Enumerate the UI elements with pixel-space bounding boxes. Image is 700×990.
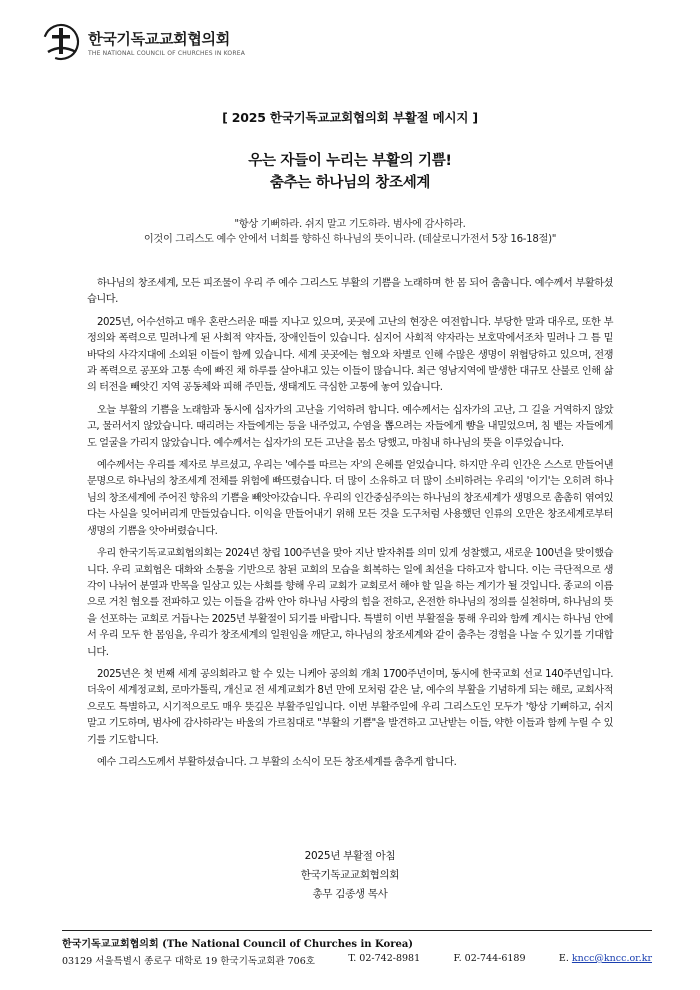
paragraph: 예수께서는 우리를 제자로 부르셨고, 우리는 '예수를 따르는 자'의 은혜를 얻었습니다. 하지만 우리 인간은 스스로 만들어낸 문명으로 하나님의 창조세계 전체를 위험에 빠뜨렸습니다. 더 많이 소유하고 더 많이 소비하려는 우리의 '이기'는 오히려 하나님의 창조세계에 주어진 향유의 기쁨을 빼앗아갔습니다. 우리의 인간중심주의는 하나님의 창조세계가 생명으로 촘촘히 엮여있다는 사실을 잊어버리게 만들었습니다. 이익을 만들어내기 위해 모든 것을 도구처럼 사용했던 인류의 오만은 창조세계로부터 생명의 기쁨을 앗아버렸습니다.: [87, 460, 613, 537]
org-name-en: THE NATIONAL COUNCIL OF CHURCHES IN KOREA: [88, 49, 246, 57]
footer-tel: T. 02-742-8981: [348, 953, 421, 964]
signature-block: [0, 847, 700, 904]
paragraph: 오늘 부활의 기쁨을 노래함과 동시에 십자가의 고난을 기억하려 합니다. 예수께서는 십자가의 고난, 그 길을 거역하지 않았고, 물러서지 않았습니다. 때리려는 자들에게는 등을 내주었고, 수염을 뽑으려는 자들에게 뺨을 내밀었으며, 침 뱉는 자들에게도 얼굴을 가리지 않았습니다. 예수께서는 십자가의 모든 고난을 몸소 당했고, 마침내 하나님의 뜻을 이루었습니다.: [87, 404, 613, 449]
verse-line-1: "항상 기뻐하라. 쉬지 말고 기도하라. 범사에 감사하라.: [234, 219, 466, 230]
paragraph: 2025년, 어수선하고 매우 혼란스러운 때를 지나고 있으며, 곳곳에 고난의 현장은 여전합니다. 부당한 말과 대우로, 또한 부정의와 폭력으로 밀려나게 된 사회적 약자들, 장애인들이 있습니다. 심지어 사회적 약자라는 보호막에서조차 밀려나 그 틈 밑바닥의 사각지대에 소외된 이들이 함께 있습니다. 세계 곳곳에는 혐오와 차별로 인해 수많은 생명이 위협당하고 있으며, 전쟁과 폭력으로 공포와 고통 속에 빠진 채 하루를 살아내고 있는 이들이 많습니다. 최근 영남지역에 발생한 대규모 산불로 인해 삶의 터전을 빼앗긴 지역 공동체와 피해 주민들, 생태계도 극심한 고통에 놓여 있습니다.: [87, 316, 613, 394]
footer-address: 03129 서울특별시 종로구 대학로 19 한국기독교회관 706호: [62, 956, 315, 967]
title-line-1: 우는 자들이 누리는 부활의 기쁨!: [248, 153, 452, 169]
paragraph: 우리 한국기독교교회협의회는 2024년 창립 100주년을 맞아 지난 발자취를 의미 있게 성찰했고, 새로운 100년을 맞이했습니다. 우리 교회협은 대화와 소통을 기반으로 참된 교회의 모습을 회복하는 일에 최선을 다하고자 합니다. 이는 극단적으로 생각이 나뉘어 분열과 반목을 일삼고 있는 사회를 향해 우리 교회가 교회로서 해야 할 일을 하는 계기가 될 것입니다. 종교의 이름으로 거친 혐오를 전파하고 있는 이들을 감싸 안아 하나님 사랑의 힘을 전하고, 온전한 하나님의 정의를 실천하며, 하나님의 뜻을 선포하는 교회로 거듭나는 2025년 부활절이 되기를 바랍니다. 특별히 이번 부활절을 통해 우리와 함께 계시는 하나님 안에서 우리 모두 한 몸임을, 우리가 창조세계의 일원임을 깨닫고, 하나님의 창조세계와 같이 춤추는 경험을 나눌 수 있기를 기대합니다.: [87, 548, 613, 658]
paragraph: 하나님의 창조세계, 모든 피조물이 우리 주 예수 그리스도 부활의 기쁨을 노래하며 한 몸 되어 춤춥니다. 예수께서 부활하셨습니다.: [87, 278, 613, 306]
paragraph: 2025년은 첫 번째 세계 공의회라고 할 수 있는 니케아 공의회 개최 1700주년이며, 동시에 한국교회 선교 140주년입니다. 더욱이 세계정교회, 로마가톨릭, 개신교 전 세계교회가 8년 만에 모처럼 같은 날, 예수의 부활을 기념하게 되는 해로, 교회사적으로도 특별하고, 시기적으로도 매우 뜻깊은 부활주일입니다. 이번 부활주일에 우리 그리스도인 모두가 '항상 기뻐하고, 쉬지 말고 기도하며, 범사에 감사하라'는 바울의 가르침대로 "부활의 기쁨"을 발견하고 고난받는 이들, 약한 이들과 함께 누릴 수 있기를 기도합니다.: [87, 668, 613, 746]
message-body: [87, 276, 613, 777]
footer-fax: F. 02-744-6189: [453, 953, 526, 964]
footer-email-label: E.: [558, 953, 569, 964]
footer-org: 한국기독교교회협의회 (The National Council of Churches in Korea): [62, 939, 414, 950]
signature-date: 2025년 부활절 아침: [304, 850, 396, 862]
message-title: [0, 150, 700, 194]
signature-org: 한국기독교교회협의회: [300, 869, 400, 881]
footer-email-link[interactable]: kncc@kncc.or.kr: [571, 953, 652, 964]
signature-name: 총무 김종생 목사: [312, 888, 388, 900]
org-name-ko: 한국기독교교회협의회: [88, 29, 230, 48]
kncc-cross-logo-icon: [40, 22, 82, 62]
message-headline: [ 2025 한국기독교교회협의회 부활절 메시지 ]: [222, 110, 478, 125]
footer-contact: [62, 953, 652, 967]
verse-line-2: 이것이 그리스도 예수 안에서 너희를 향하신 하나님의 뜻이니라. (데살로니가전서 5장 16-18절)": [143, 234, 557, 245]
letterhead-footer: [62, 930, 652, 967]
title-line-2: 춤추는 하나님의 창조세계: [269, 175, 431, 191]
footer-email-group: [559, 953, 652, 967]
footer-divider: [62, 930, 652, 931]
letterhead: [40, 22, 245, 62]
scripture-quote: [0, 217, 700, 247]
paragraph: 예수 그리스도께서 부활하셨습니다. 그 부활의 소식이 모든 창조세계를 춤추게 합니다.: [97, 756, 457, 768]
